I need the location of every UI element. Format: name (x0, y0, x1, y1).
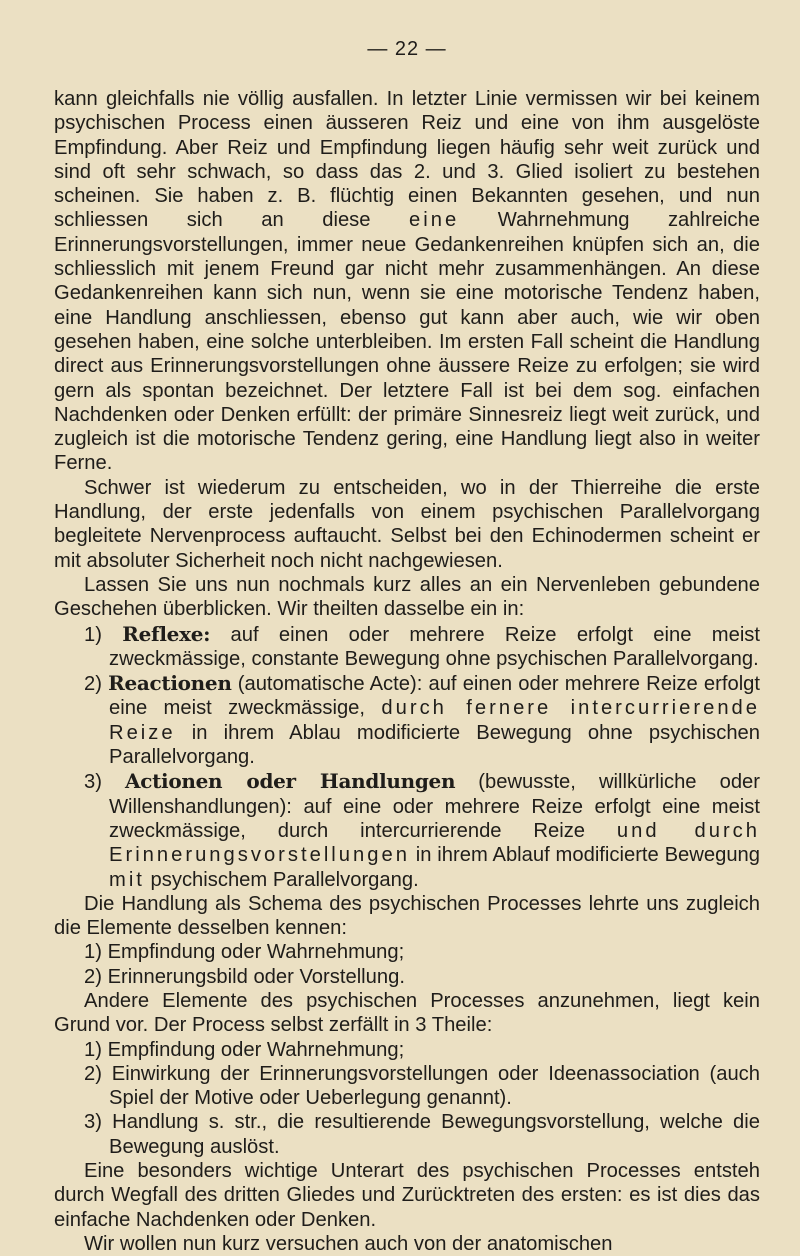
page-number: — 22 — (367, 38, 447, 60)
list-number: 1) (84, 941, 102, 964)
term-actionen: Actionen oder Handlungen (125, 769, 456, 794)
list-item (54, 1110, 760, 1159)
term-reactionen: Reactionen (108, 671, 232, 696)
list-number: 2) (84, 673, 102, 696)
paragraph-5: Andere Elemente des psychischen Processes anzunehmen, liegt kein Grund vor. Der Process selbst zerfällt in 3 Theile: (54, 989, 760, 1037)
paragraph-1-text: kann gleichfalls nie völlig ausfallen. In letzter Linie vermissen wir bei keinem psychischen Process einen äusseren Reiz und eine von ihm ausgelöste Empfindung. Aber Reiz und Empfindung liegen häufig sehr weit zurück und sind oft sehr schwach, so dass das 2. und 3. Glied isoliert zu bestehen scheinen. Sie haben z. B. flüchtig einen Bekannten gesehen, und nun schliessen sich an diese (54, 88, 760, 232)
list-text: Empfindung oder Wahrnehmung; (107, 941, 405, 964)
list-number: 2) (84, 965, 102, 988)
paragraph-1 (54, 87, 760, 476)
emphasis-text: durch fernere intercurrierende Reize (109, 697, 761, 744)
emphasis-eine: eine (409, 209, 460, 232)
definition-text: (bewusste, willkürliche oder Willenshandlungen): auf eine oder mehrere Reize erfolgt eine meist zweckmässige, durch intercurrierende Reize (109, 771, 760, 842)
list-item-reactionen (54, 671, 760, 769)
definition-text: in ihrem Ablauf modificierte Bewegung (409, 844, 760, 867)
list-text: Handlung s. str., die resultierende Bewegungsvorstellung, welche die Bewegung auslöst. (109, 1111, 760, 1158)
list-number: 1) (84, 623, 102, 646)
paragraph-1-tail: Wahrnehmung zahlreiche Erinnerungsvorstellungen, immer neue Gedankenreihen knüpfen sich an, die schliesslich mit jenem Freund gar nicht mehr zusammenhängen. An diese Gedankenreihen kann sich nun, wenn sie eine motorische Tendenz haben, eine Handlung anschliessen, ebenso gut kann aber auch, wie wir oben gesehen haben, eine solche unterbleiben. Im ersten Fall scheint die Handlung direct aus Erinnerungsvorstellungen ohne äussere Reize zu erfolgen; sie wird gern als spontan bezeichnet. Der letztere Fall ist bei dem sog. einfachen Nachdenken oder Denken erfüllt: der primäre Sinnesreiz liegt weit zurück, und zugleich ist die motorische Tendenz gering, eine Handlung liegt also in weiter Ferne. (54, 209, 760, 475)
list-item (54, 965, 760, 989)
body-text (54, 87, 760, 1256)
list-item (54, 1038, 760, 1062)
list-item-actionen (54, 769, 760, 891)
emphasis-text: und durch Erinnerungsvorstellungen (109, 819, 760, 867)
definition-text: psychischem Parallelvorgang. (144, 868, 419, 891)
definition-text: (automatische Acte): auf einen oder mehrere Reize erfolgt eine meist zweckmässige, (109, 673, 761, 720)
list-number: 1) (84, 1038, 102, 1061)
list-number: 2) (84, 1062, 102, 1085)
emphasis-mit: mit (109, 868, 145, 891)
list-text: Erinnerungsbild oder Vorstellung. (107, 965, 405, 988)
list-item (54, 1062, 760, 1111)
list-number: 3) (84, 771, 102, 794)
paragraph-2: Schwer ist wiederum zu entscheiden, wo in der Thierreihe die erste Handlung, der erste jedenfalls von einem psychischen Parallelvorgang begleitete Nervenprocess auftaucht. Selbst bei den Echinodermen scheint er mit absoluter Sicherheit noch nicht nachgewiesen. (54, 476, 760, 572)
list-item (54, 940, 760, 964)
list-text: Einwirkung der Erinnerungsvorstellungen oder Ideenassociation (auch Spiel der Motive oder Ueberlegung genannt). (109, 1062, 760, 1110)
definition-text: auf einen oder mehrere Reize erfolgt eine meist zweckmässige, constante Bewegung ohne psychischen Parallelvorgang. (109, 623, 761, 670)
list-text: Empfindung oder Wahrnehmung; (107, 1038, 405, 1061)
paragraph-4: Die Handlung als Schema des psychischen Processes lehrte uns zugleich die Elemente desselben kennen: (54, 892, 760, 940)
definition-text: in ihrem Ablau modificierte Bewegung ohne psychischen Parallelvorgang. (109, 721, 760, 769)
list-number: 3) (84, 1111, 102, 1134)
term-reflexe: Reflexe: (122, 621, 211, 646)
paragraph-3: Lassen Sie uns nun nochmals kurz alles an ein Nervenleben gebundene Geschehen überblicken. Wir theilten dasselbe ein in: (54, 573, 760, 621)
paragraph-6: Eine besonders wichtige Unterart des psychischen Processes entsteh durch Wegfall des dritten Gliedes und Zurücktreten des ersten: es ist dies das einfache Nachdenken oder Denken. (54, 1160, 760, 1231)
list-item-reflexe (54, 622, 760, 672)
paragraph-7: Wir wollen nun kurz versuchen auch von der anatomischen (84, 1232, 613, 1255)
